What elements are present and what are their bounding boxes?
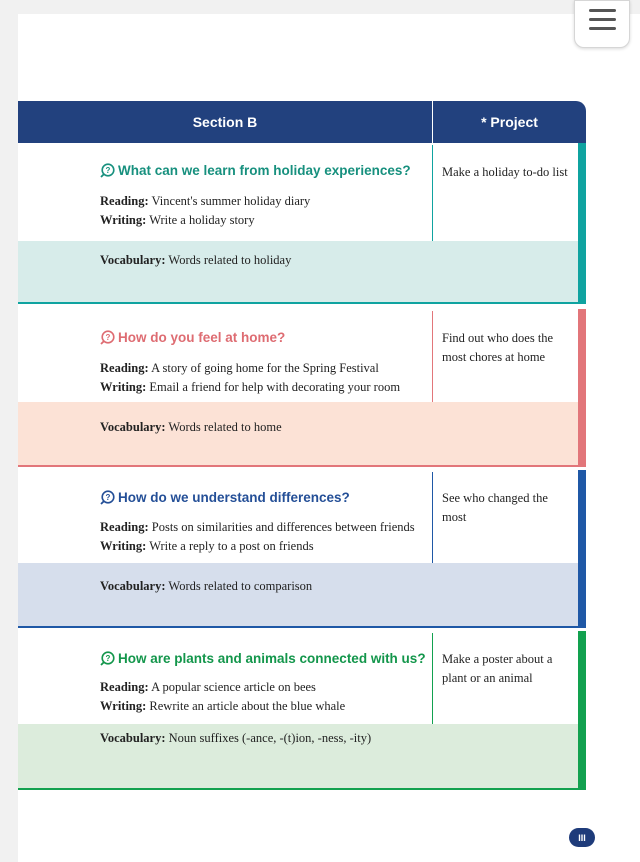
- unit-row-2: [18, 309, 586, 467]
- question-magnifier-icon: [100, 163, 115, 178]
- reading-text: Vincent's summer holiday diary: [151, 194, 311, 208]
- section-b-header: Section B: [192, 114, 258, 130]
- reading-line: [100, 194, 310, 209]
- reading-line: [100, 361, 379, 376]
- writing-label: Writing:: [100, 380, 147, 394]
- vocabulary-text: Noun suffixes (-ance, -(t)ion, -ness, -ity): [168, 731, 372, 745]
- writing-line: [100, 699, 345, 714]
- hamburger-menu-icon: [589, 18, 616, 21]
- project-header: * Project: [481, 114, 538, 130]
- vocabulary-label: Vocabulary:: [100, 420, 166, 434]
- vocabulary-line: [100, 253, 291, 268]
- writing-label: Writing:: [100, 539, 147, 553]
- unit-question: [100, 651, 426, 666]
- column-divider: [432, 472, 433, 563]
- unit-question-text: How are plants and animals connected with us?: [118, 651, 426, 666]
- vocabulary-label: Vocabulary:: [100, 579, 166, 593]
- project-text: See who changed the most: [442, 491, 548, 524]
- vocabulary-text: Words related to comparison: [168, 579, 313, 593]
- unit-bottom-line: [18, 465, 586, 467]
- unit-accent-bar: [578, 143, 586, 304]
- writing-line: [100, 539, 314, 554]
- vocabulary-line: [100, 731, 371, 746]
- hamburger-menu-icon: [589, 9, 616, 12]
- unit-row-3: [18, 470, 586, 628]
- unit-row-1: [18, 143, 586, 304]
- column-divider: [432, 633, 433, 724]
- unit-row-4: [18, 631, 586, 790]
- unit-question-text: How do you feel at home?: [118, 330, 286, 345]
- writing-text: Write a holiday story: [149, 213, 255, 227]
- writing-line: [100, 213, 255, 228]
- vocabulary-text: Words related to holiday: [168, 253, 292, 267]
- writing-label: Writing:: [100, 699, 147, 713]
- project-text: Make a holiday to-do list: [442, 165, 568, 179]
- unit-question-text: What can we learn from holiday experiences?: [118, 163, 411, 178]
- svg-text:?: ?: [105, 333, 111, 342]
- svg-text:?: ?: [105, 654, 111, 663]
- unit-bottom-line: [18, 626, 586, 628]
- question-magnifier-icon: [100, 490, 115, 505]
- reading-text: Posts on similarities and differences between friends: [151, 520, 415, 534]
- project-text: Find out who does the most chores at home: [442, 331, 554, 364]
- unit-question-text: How do we understand differences?: [118, 490, 350, 505]
- reading-label: Reading:: [100, 361, 149, 375]
- unit-question: [100, 330, 285, 345]
- unit-accent-bar: [578, 470, 586, 628]
- page-number-badge: III: [569, 828, 595, 847]
- unit-question: [100, 163, 411, 178]
- writing-text: Write a reply to a post on friends: [149, 539, 314, 553]
- reading-label: Reading:: [100, 680, 149, 694]
- reading-line: [100, 520, 415, 535]
- reading-text: A story of going home for the Spring Festival: [151, 361, 379, 375]
- project-text: Make a poster about a plant or an animal: [442, 652, 553, 685]
- unit-bottom-line: [18, 302, 586, 304]
- reading-text: A popular science article on bees: [151, 680, 316, 694]
- unit-accent-bar: [578, 309, 586, 467]
- reading-label: Reading:: [100, 194, 149, 208]
- writing-line: [100, 380, 400, 395]
- column-divider: [432, 311, 433, 402]
- vocabulary-label: Vocabulary:: [100, 731, 166, 745]
- vocabulary-text: Words related to home: [168, 420, 282, 434]
- writing-label: Writing:: [100, 213, 147, 227]
- menu-button[interactable]: [574, 0, 630, 48]
- writing-text: Rewrite an article about the blue whale: [149, 699, 346, 713]
- vocabulary-line: [100, 579, 312, 594]
- reading-label: Reading:: [100, 520, 149, 534]
- vocabulary-band: [18, 563, 578, 626]
- vocabulary-band: [18, 241, 578, 302]
- svg-text:?: ?: [105, 166, 111, 175]
- reading-line: [100, 680, 316, 695]
- unit-question: [100, 490, 350, 505]
- vocabulary-label: Vocabulary:: [100, 253, 166, 267]
- column-divider: [432, 145, 433, 241]
- question-magnifier-icon: [100, 651, 115, 666]
- unit-accent-bar: [578, 631, 586, 790]
- table-header: [18, 101, 586, 143]
- vocabulary-line: [100, 420, 282, 435]
- unit-bottom-line: [18, 788, 586, 790]
- question-magnifier-icon: [100, 330, 115, 345]
- writing-text: Email a friend for help with decorating your room: [149, 380, 401, 394]
- svg-text:?: ?: [105, 493, 111, 502]
- hamburger-menu-icon: [589, 27, 616, 30]
